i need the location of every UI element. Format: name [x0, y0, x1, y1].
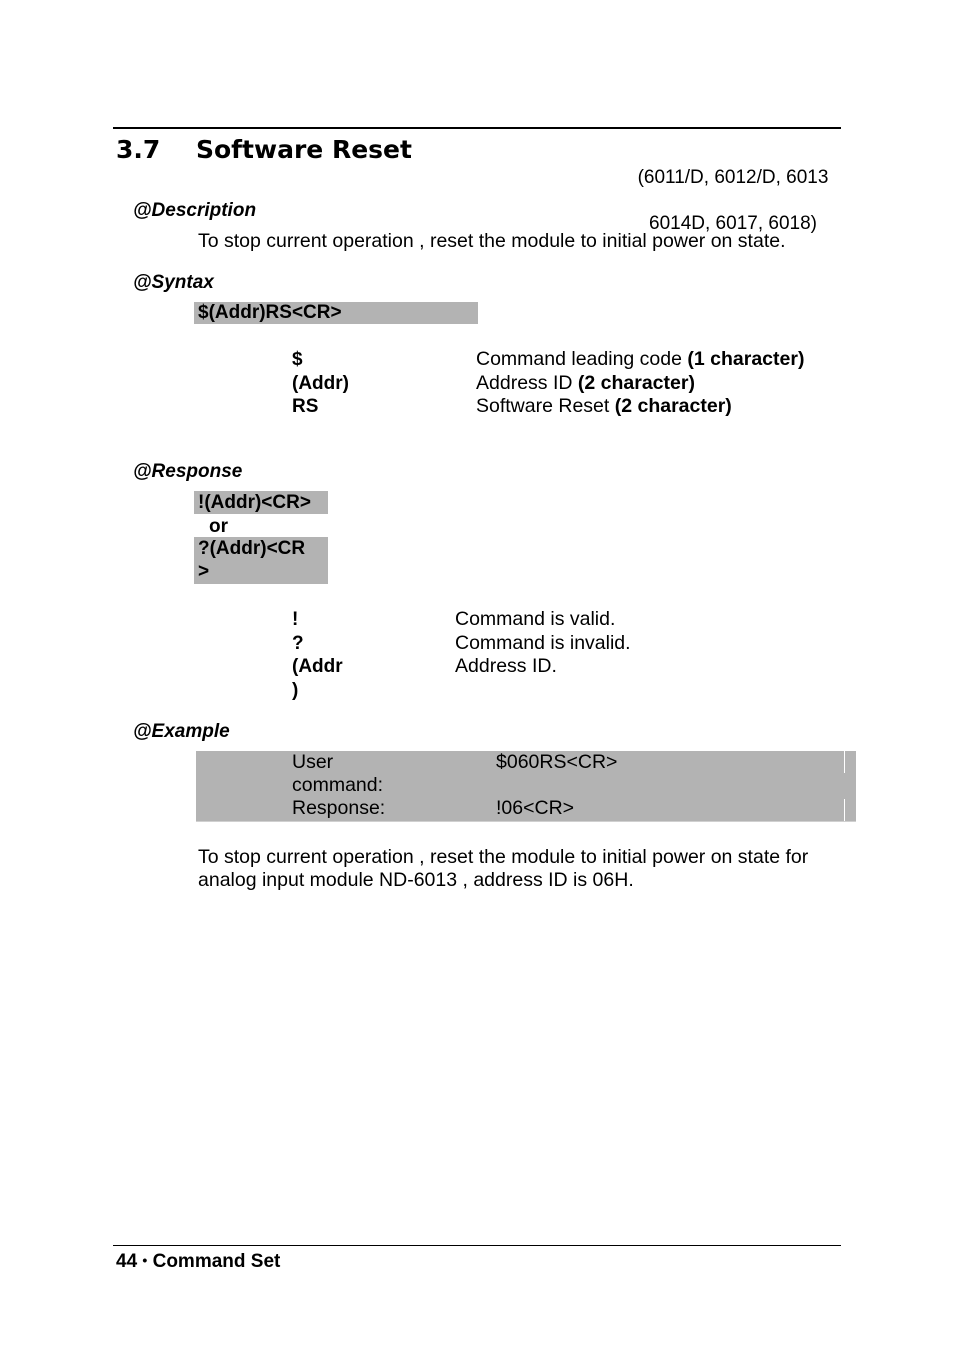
section-title: Software Reset: [196, 135, 412, 164]
footer-rule: [113, 1245, 841, 1246]
response-or-text: or: [209, 516, 228, 537]
example-note-line-1: To stop current operation , reset the module to initial power on state for: [198, 846, 809, 868]
syntax-param-desc-text: Command leading code: [476, 348, 688, 370]
response-param-descriptions: [455, 608, 631, 679]
example-note-line-2: analog input module ND-6013 , address ID is 06H.: [198, 869, 634, 891]
syntax-label: @Syntax: [133, 272, 214, 293]
description-label: @Description: [133, 200, 257, 221]
response-invalid-line-2: >: [198, 561, 210, 582]
syntax-param-desc-size: (2 character): [614, 395, 732, 417]
syntax-param-desc-size: (2 character): [577, 371, 695, 394]
example-row-label: [292, 751, 385, 820]
syntax-param-code: $: [292, 349, 303, 370]
example-note: [198, 846, 808, 892]
example-label: @Example: [133, 721, 230, 742]
syntax-param-code: RS: [292, 396, 319, 417]
models-line-1: (6011/D, 6012/D, 6013: [637, 167, 829, 188]
syntax-param-desc: [476, 395, 804, 419]
syntax-param-codes: [292, 348, 349, 419]
section-number: 3.7: [116, 135, 161, 164]
syntax-param-desc-text: Address ID: [476, 371, 578, 394]
example-table-divider: [844, 751, 845, 773]
header-rule: [113, 127, 841, 129]
response-param-desc: Command is invalid.: [455, 631, 631, 654]
syntax-command-box: $(Addr)RS<CR>: [194, 302, 478, 324]
models-line-2: 6014D, 6017, 6018): [649, 213, 817, 234]
example-table-bottom-gap: [196, 821, 856, 822]
response-invalid-line-1: ?(Addr)<CR: [198, 538, 306, 559]
syntax-param-desc-size: (1 character): [687, 348, 805, 370]
example-user-command-label-2: command:: [292, 774, 384, 796]
description-text: To stop current operation , reset the module to initial power on state.: [198, 230, 786, 252]
footer-bullet: •: [142, 1252, 148, 1268]
response-param-code: ): [292, 679, 299, 701]
page-number: 44: [116, 1251, 138, 1272]
syntax-param-desc-text: Software Reset: [476, 395, 615, 417]
syntax-param-desc: [476, 372, 804, 396]
example-user-command-label-1: User: [292, 751, 334, 773]
response-valid-box: !(Addr)<CR>: [194, 491, 328, 514]
page-footer: [116, 1251, 280, 1273]
response-param-codes: [292, 608, 343, 702]
example-table-divider: [844, 799, 845, 822]
example-table: [196, 751, 856, 822]
response-param-code: (Addr: [292, 656, 343, 677]
response-label: @Response: [133, 461, 243, 482]
footer-section-name: Command Set: [152, 1251, 281, 1272]
syntax-param-code: (Addr): [292, 372, 349, 394]
response-invalid-box: [194, 537, 328, 584]
response-param-desc: Command is valid.: [455, 608, 616, 630]
example-response-label: Response:: [292, 797, 386, 819]
example-user-command-value: $060RS<CR>: [496, 751, 618, 773]
response-param-code: ?: [292, 632, 304, 654]
response-param-code: !: [292, 609, 299, 630]
example-response-value: !06<CR>: [496, 797, 575, 819]
syntax-param-desc: [476, 348, 804, 372]
syntax-param-descriptions: [476, 348, 804, 419]
response-param-desc: Address ID.: [455, 655, 557, 677]
